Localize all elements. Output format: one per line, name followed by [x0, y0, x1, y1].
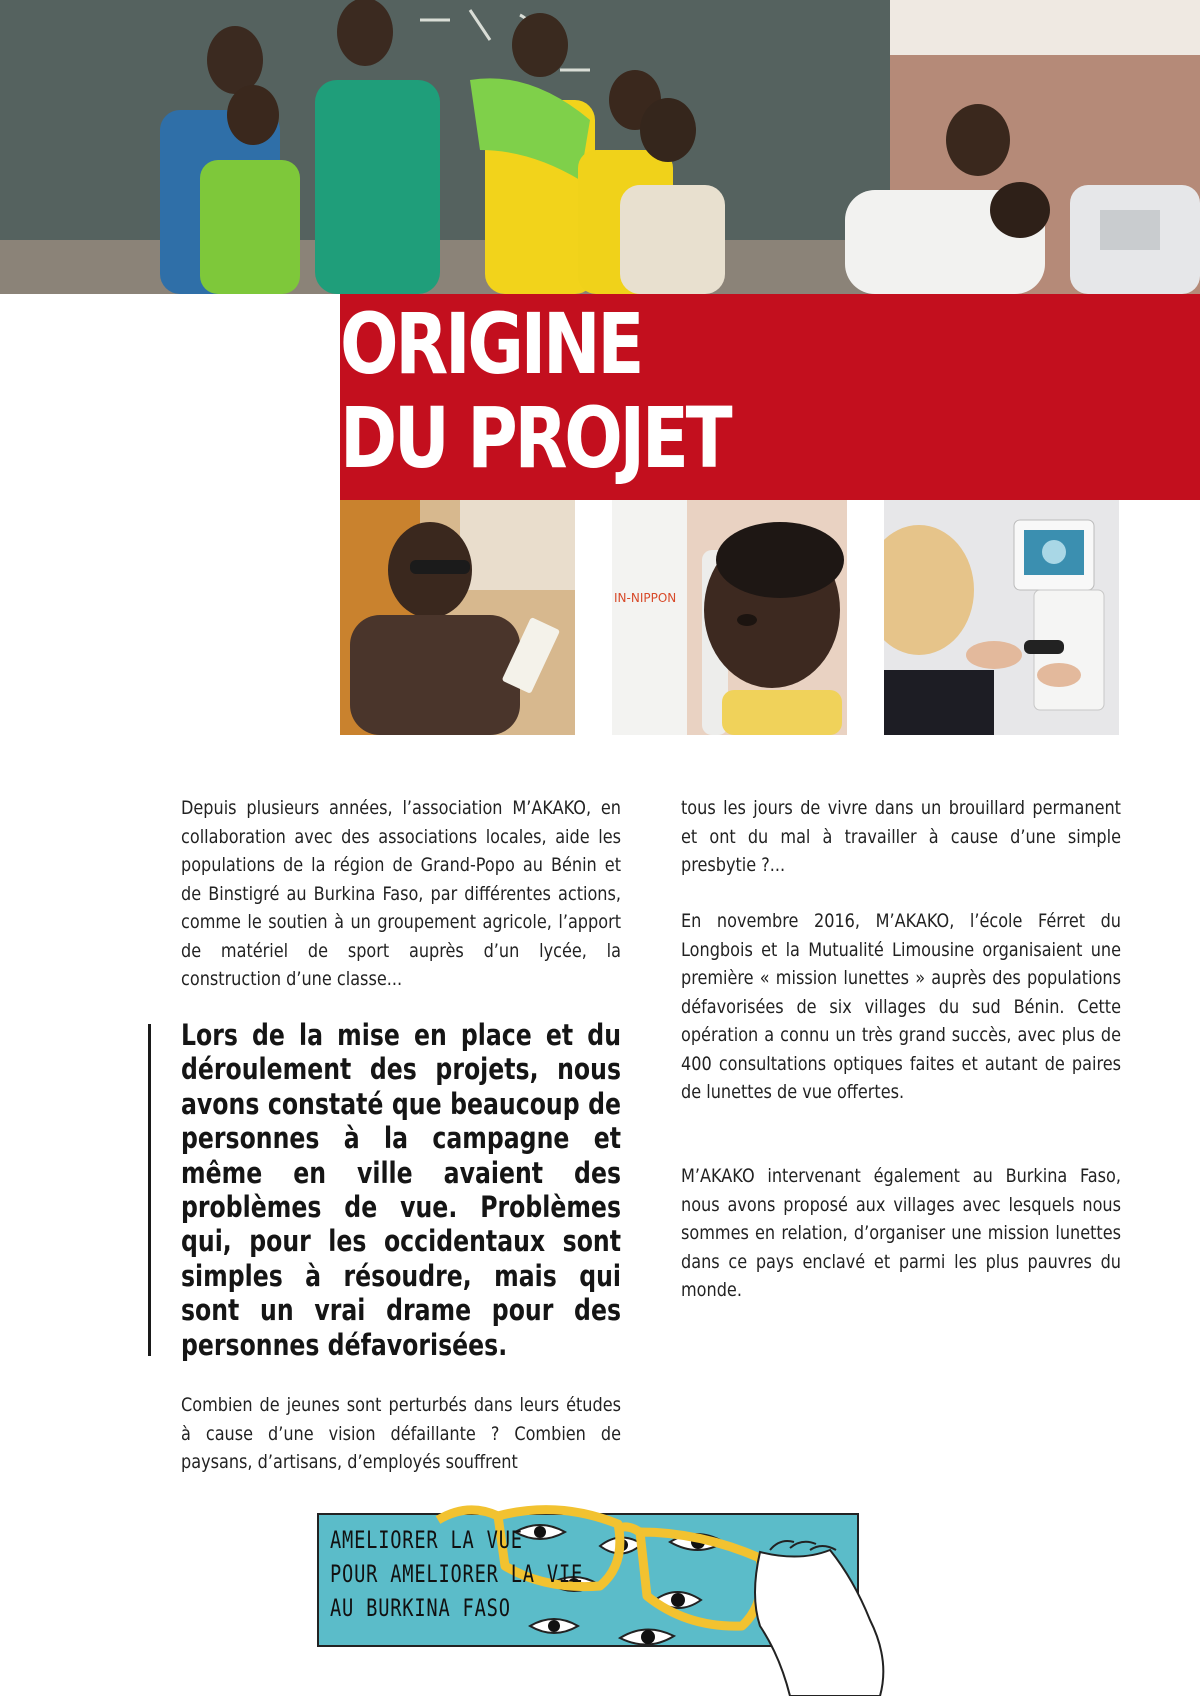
thumbnail-photo-reading-test [340, 500, 575, 735]
slogan-line-3: AU BURKINA FASO [330, 1594, 511, 1622]
slogan-line-1: AMELIORER LA VUE [330, 1526, 523, 1554]
paragraph-continuation: tous les jours de vivre dans un brouillard permanent et ont du mal à travailler à cause d’une simple presbytie ?... [681, 798, 1121, 876]
thumbnail-1-illustration [340, 500, 575, 735]
intro-paragraph: Depuis plusieurs années, l’association M’AKAKO, en collaboration avec des associations locales, aide les populations de la région de Grand-Popo au Bénin et de Binstigré au Burkina Faso, par différentes actions, comme le soutien à un groupement agricole, l’apport de matériel de sport auprès d’un lycée, la construction d’une classe... [181, 798, 621, 990]
paragraph-novembre-2016: En novembre 2016, M’AKAKO, l’école Férret du Longbois et la Mutualité Limousine organisaient une première « mission lunettes » auprès des populations défavorisées de six villages du sud Bénin. Cette opération a connu un très grand succès, avec plus de 400 consultations optiques faites et autant de paires de lunettes de vue offertes. [681, 911, 1121, 1103]
thumbnail-photo-eye-machine [612, 500, 847, 735]
slogan-line-2: POUR AMELIORER LA VIE [330, 1560, 584, 1588]
pull-quote: Lors de la mise en place et du déroulement des projets, nous avons constaté que beaucoup de personnes à la campagne et même en ville avaient des problèmes de vue. Problèmes qui, pour les occidentaux sont simples à résoudre, mais qui sont un vrai drame pour des personnes défavorisées. [181, 1018, 621, 1362]
svg-text:IN-NIPPON: IN-NIPPON [614, 591, 677, 605]
page-title-line-1: ORIGINE [340, 295, 642, 393]
hero-photo [0, 0, 1200, 294]
slogan-banner [300, 1488, 910, 1696]
page-title-line-2: DU PROJET [340, 389, 730, 487]
thumbnail-3-illustration [884, 500, 1119, 735]
title-band [340, 294, 1200, 500]
thumbnail-photo-lens-meter [884, 500, 1119, 735]
glasses-illustration [300, 1488, 910, 1696]
hero-photo-illustration [0, 0, 1200, 294]
quote-rule [148, 1024, 151, 1356]
paragraph-combien: Combien de jeunes sont perturbés dans leurs études à cause d’une vision défaillante ? Combien de paysans, d’artisans, d’employés souffrent [181, 1395, 621, 1473]
paragraph-burkina: M’AKAKO intervenant également au Burkina Faso, nous avons proposé aux villages avec lesquels nous sommes en relation, d’organiser une mission lunettes dans ce pays enclavé et parmi les plus pauvres du monde. [681, 1166, 1121, 1301]
thumbnail-2-illustration [612, 500, 847, 735]
